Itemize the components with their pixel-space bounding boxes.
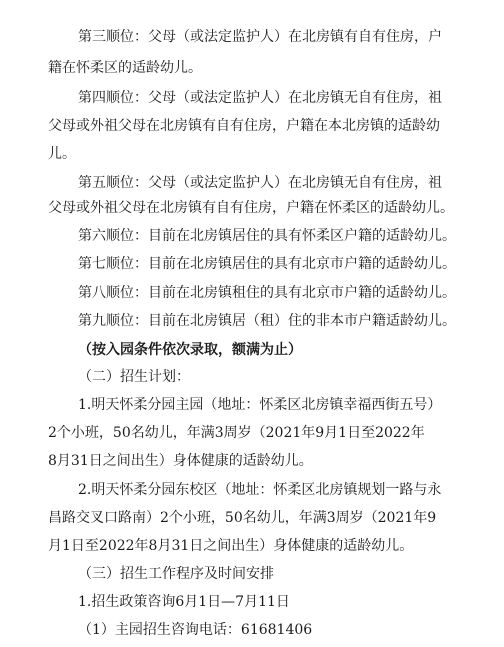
paragraph-line: 2.明天怀柔分园东校区（地址：怀柔区北房镇规划一路与永 bbox=[78, 482, 442, 498]
paragraph-line: 儿。 bbox=[48, 146, 76, 162]
paragraph-line: 1.明天怀柔分园主园（地址：怀柔区北房镇幸福西街五号） bbox=[78, 397, 442, 413]
admission-note: （按入园条件依次录取，额满为止） bbox=[78, 342, 302, 358]
paragraph-line: 月1日至2022年8月31日之间出生）身体健康的适龄幼儿。 bbox=[48, 538, 414, 554]
paragraph-line: 第六顺位：目前在北房镇居住的具有怀柔区户籍的适龄幼儿。 bbox=[78, 228, 456, 244]
paragraph-line: 8月31日之间出生）身体健康的适龄幼儿。 bbox=[48, 453, 313, 469]
paragraph-line: 第五顺位：父母（或法定监护人）在北房镇无自有住房，祖 bbox=[78, 175, 442, 191]
paragraph-line: 第四顺位：父母（或法定监护人）在北房镇无自有住房，祖 bbox=[78, 90, 442, 106]
paragraph-line: 第八顺位：目前在北房镇租住的具有北京市户籍的适龄幼儿。 bbox=[78, 285, 456, 301]
section-heading: （二）招生计划： bbox=[78, 369, 190, 385]
paragraph-line: （1）主园招生咨询电话：61681406 bbox=[78, 622, 313, 638]
paragraph-line: 第三顺位：父母（或法定监护人）在北房镇有自有住房，户 bbox=[78, 29, 442, 45]
section-heading: （三）招生工作程序及时间安排 bbox=[78, 566, 274, 582]
paragraph-line: 父母或外祖父母在北房镇有自有住房，户籍在本北房镇的适龄幼 bbox=[48, 118, 440, 134]
paragraph-line: 父母或外祖父母在北房镇有自有住房，户籍在怀柔区的适龄幼儿。 bbox=[48, 200, 454, 216]
paragraph-line: 2个小班，50名幼儿，年满3周岁（2021年9月1日至2022年 bbox=[48, 425, 425, 441]
paragraph-line: 昌路交叉口路南）2个小班，50名幼儿，年满3周岁（2021年9 bbox=[48, 510, 437, 526]
paragraph-line: 1.招生政策咨询6月1日—7月11日 bbox=[78, 594, 290, 610]
paragraph-line: 第九顺位：目前在北房镇居（租）住的非本市户籍适龄幼儿。 bbox=[78, 313, 456, 329]
paragraph-line: 第七顺位：目前在北房镇居住的具有北京市户籍的适龄幼儿。 bbox=[78, 256, 456, 272]
paragraph-line: 籍在怀柔区的适龄幼儿。 bbox=[48, 60, 202, 76]
